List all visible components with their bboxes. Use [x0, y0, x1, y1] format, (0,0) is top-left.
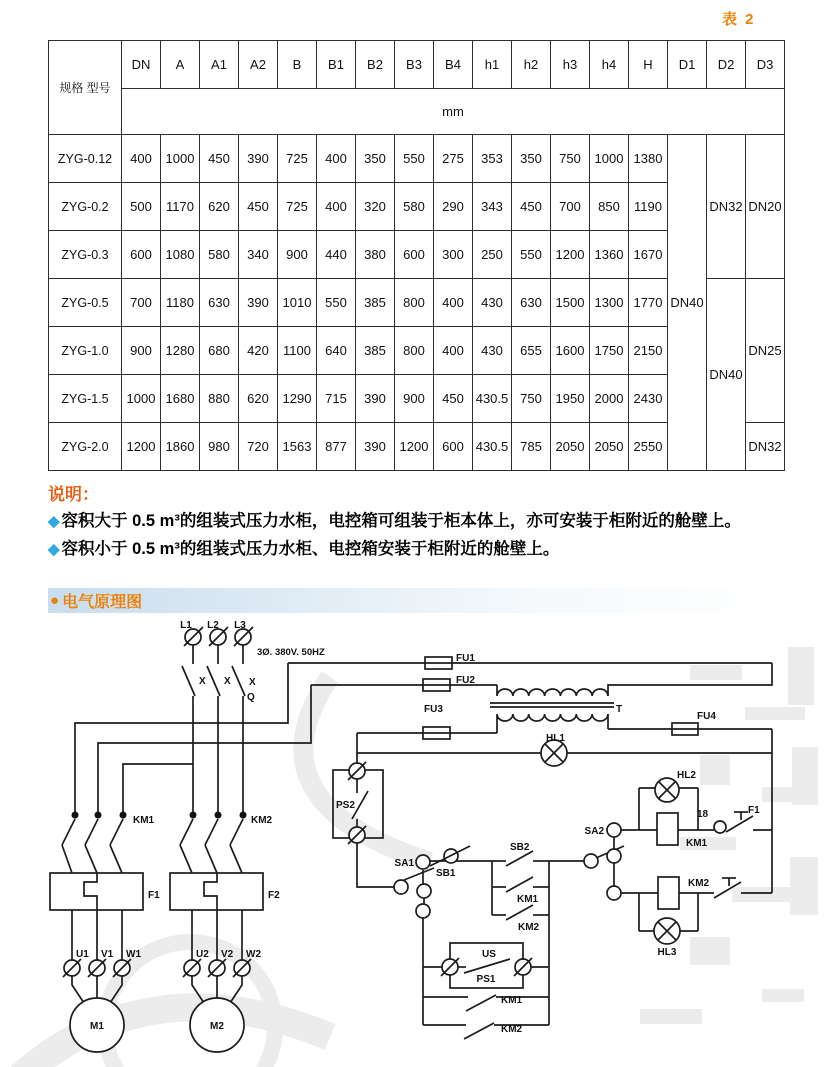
- label-sb2: SB2: [510, 842, 530, 853]
- table-cell: 700: [551, 183, 590, 231]
- table-unit-row: [49, 89, 785, 135]
- km1-coil: [657, 813, 678, 845]
- table-cell: 390: [239, 279, 278, 327]
- label-u1: U1: [76, 949, 89, 960]
- table-cell: 580: [200, 231, 239, 279]
- table-cell: 877: [317, 423, 356, 471]
- column-header-A: A: [161, 41, 200, 89]
- table-cell: 600: [434, 423, 473, 471]
- fuse-icon: [423, 657, 698, 739]
- table-cell: 300: [434, 231, 473, 279]
- label-hl1: HL1: [546, 733, 565, 744]
- label-m2: M2: [210, 1021, 224, 1032]
- table-cell: 400: [317, 135, 356, 183]
- label-ps2: PS2: [336, 800, 355, 811]
- table-cell: 715: [317, 375, 356, 423]
- table-cell: 350: [356, 135, 395, 183]
- table-header-row: [49, 41, 785, 89]
- table-cell: 2550: [629, 423, 668, 471]
- table-cell: 980: [200, 423, 239, 471]
- section-title: 电气原理图: [62, 594, 143, 611]
- table-cell: 450: [512, 183, 551, 231]
- label-km2-aux: KM2: [518, 922, 540, 933]
- table-cell: 580: [395, 183, 434, 231]
- column-header-D2: D2: [707, 41, 746, 89]
- label-x3: X: [249, 677, 256, 688]
- orange-dot-icon: ●: [50, 592, 60, 609]
- label-f2: F2: [268, 890, 280, 901]
- table-cell: 800: [395, 327, 434, 375]
- table-cell: 290: [434, 183, 473, 231]
- table-cell: 1000: [590, 135, 629, 183]
- table-cell: 450: [434, 375, 473, 423]
- table-cell: 850: [590, 183, 629, 231]
- label-x1: X: [199, 676, 206, 687]
- column-header-H: H: [629, 41, 668, 89]
- label-fu4: FU4: [697, 711, 716, 722]
- row-model: ZYG-0.5: [49, 279, 122, 327]
- table-cell: 725: [278, 183, 317, 231]
- merged-cell-d1: DN40: [668, 135, 707, 471]
- column-header-DN: DN: [122, 41, 161, 89]
- diamond-bullet-icon: ◆: [48, 513, 60, 530]
- table-cell: 1300: [590, 279, 629, 327]
- table-cell: 400: [122, 135, 161, 183]
- table-cell: 725: [278, 135, 317, 183]
- table-cell: 1000: [122, 375, 161, 423]
- table-cell: 1500: [551, 279, 590, 327]
- label-q: Q: [247, 692, 255, 703]
- label-sa2: SA2: [584, 826, 604, 837]
- table-cell: 250: [473, 231, 512, 279]
- table-cell: 1360: [590, 231, 629, 279]
- label-w2: W2: [246, 949, 261, 960]
- table-cell: 620: [200, 183, 239, 231]
- transformer-primary: [497, 685, 608, 696]
- row-model: ZYG-0.2: [49, 183, 122, 231]
- label-sb1: SB1: [436, 868, 456, 879]
- table-cell: 2000: [590, 375, 629, 423]
- column-header-D1: D1: [668, 41, 707, 89]
- table-cell: 1200: [395, 423, 434, 471]
- table-cell: 750: [551, 135, 590, 183]
- table-cell: 430.5: [473, 423, 512, 471]
- row-model: ZYG-0.12: [49, 135, 122, 183]
- table-cell: 600: [395, 231, 434, 279]
- table-cell: 620: [239, 375, 278, 423]
- circuit-wires: [50, 627, 772, 1052]
- table-cell: 800: [395, 279, 434, 327]
- column-header-h2: h2: [512, 41, 551, 89]
- table-cell: 340: [239, 231, 278, 279]
- motor-terminal-icon: [63, 959, 251, 977]
- label-sa1: SA1: [394, 858, 414, 869]
- transformer-secondary: [497, 714, 608, 733]
- note-text: 容积大于 0.5 m³的组装式压力水柜，电控箱可组装于柜本体上，亦可安装于柜附近的舱壁上。: [61, 512, 741, 530]
- label-l2: L2: [207, 620, 219, 631]
- label-f1-nc: F1: [748, 805, 760, 816]
- label-fu3: FU3: [424, 704, 443, 715]
- column-header-D3: D3: [746, 41, 785, 89]
- junction-dots: [72, 812, 247, 819]
- label-t: T: [616, 704, 623, 715]
- table-cell: 2050: [551, 423, 590, 471]
- column-header-h4: h4: [590, 41, 629, 89]
- table-tag: 表 2: [722, 11, 756, 28]
- table-cell: 2150: [629, 327, 668, 375]
- merged-cell-d3: DN20: [746, 135, 785, 279]
- label-fu2: FU2: [456, 675, 475, 686]
- label-km2-int: KM2: [501, 1024, 523, 1035]
- table-cell: 1170: [161, 183, 200, 231]
- label-km1-int: KM1: [501, 995, 523, 1006]
- table-cell: 400: [317, 183, 356, 231]
- table-cell: 450: [239, 183, 278, 231]
- label-f1: F1: [148, 890, 160, 901]
- column-header-B4: B4: [434, 41, 473, 89]
- lamp-hl3-icon: [654, 918, 680, 944]
- dimension-table: [48, 40, 785, 471]
- note-item: [48, 537, 785, 562]
- label-wire18: 18: [697, 809, 709, 820]
- table-row: [49, 135, 785, 183]
- notes-section: [48, 480, 785, 565]
- label-km1-coil: KM1: [686, 838, 708, 849]
- label-m1: M1: [90, 1021, 104, 1032]
- table-cell: 390: [356, 423, 395, 471]
- table-cell: 1750: [590, 327, 629, 375]
- table-cell: 430: [473, 279, 512, 327]
- sa1-switch: [416, 846, 492, 869]
- table-cell: 1770: [629, 279, 668, 327]
- table-cell: 500: [122, 183, 161, 231]
- note-item: [48, 509, 785, 534]
- table-cell: 550: [317, 279, 356, 327]
- sb1-button: [394, 868, 434, 898]
- table-cell: 385: [356, 279, 395, 327]
- table-cell: 680: [200, 327, 239, 375]
- table-cell: 400: [434, 279, 473, 327]
- km2-coil: [658, 877, 679, 909]
- table-cell: 900: [395, 375, 434, 423]
- table-cell: 785: [512, 423, 551, 471]
- column-header-B2: B2: [356, 41, 395, 89]
- label-hl2: HL2: [677, 770, 696, 781]
- column-header-B1: B1: [317, 41, 356, 89]
- table-cell: 1080: [161, 231, 200, 279]
- table-cell: 600: [122, 231, 161, 279]
- table-cell: 1010: [278, 279, 317, 327]
- table-cell: 1670: [629, 231, 668, 279]
- table-cell: 630: [512, 279, 551, 327]
- table-cell: 1860: [161, 423, 200, 471]
- label-us: US: [482, 949, 496, 960]
- row-model: ZYG-2.0: [49, 423, 122, 471]
- table-cell: 320: [356, 183, 395, 231]
- table-cell: 1280: [161, 327, 200, 375]
- table-cell: 550: [395, 135, 434, 183]
- table-cell: 1190: [629, 183, 668, 231]
- table-cell: 353: [473, 135, 512, 183]
- merged-cell-d3: DN32: [746, 423, 785, 471]
- table-cell: 430.5: [473, 375, 512, 423]
- table-cell: 440: [317, 231, 356, 279]
- table-cell: 900: [278, 231, 317, 279]
- column-header-h3: h3: [551, 41, 590, 89]
- row-model: ZYG-1.0: [49, 327, 122, 375]
- diamond-bullet-icon: ◆: [48, 541, 60, 558]
- electrical-schematic: [0, 607, 830, 1067]
- table-cell: 2430: [629, 375, 668, 423]
- column-header-h1: h1: [473, 41, 512, 89]
- table-cell: 2050: [590, 423, 629, 471]
- column-header-B3: B3: [395, 41, 434, 89]
- table-cell: 1680: [161, 375, 200, 423]
- label-km1-main: KM1: [133, 815, 155, 826]
- table-cell: 430: [473, 327, 512, 375]
- column-header-A2: A2: [239, 41, 278, 89]
- label-supply: 3Ø. 380V. 50HZ: [257, 647, 325, 658]
- unit-cell: mm: [122, 89, 785, 135]
- label-km1-aux: KM1: [517, 894, 539, 905]
- table-cell: 750: [512, 375, 551, 423]
- table-cell: 1600: [551, 327, 590, 375]
- lamp-hl2-icon: [655, 778, 679, 802]
- row-model: ZYG-1.5: [49, 375, 122, 423]
- table-corner-label: 规格 型号: [49, 41, 122, 135]
- table-cell: 655: [512, 327, 551, 375]
- table-cell: 450: [200, 135, 239, 183]
- table-cell: 380: [356, 231, 395, 279]
- table-cell: 630: [200, 279, 239, 327]
- row-model: ZYG-0.3: [49, 231, 122, 279]
- label-w1: W1: [126, 949, 141, 960]
- table-cell: 1180: [161, 279, 200, 327]
- table-cell: 420: [239, 327, 278, 375]
- table-cell: 1100: [278, 327, 317, 375]
- label-l1: L1: [180, 620, 192, 631]
- table-cell: 1563: [278, 423, 317, 471]
- table-cell: 390: [239, 135, 278, 183]
- merged-cell-d2: DN32: [707, 135, 746, 279]
- table-cell: 900: [122, 327, 161, 375]
- merged-cell-d3: DN25: [746, 279, 785, 423]
- table-cell: 1200: [551, 231, 590, 279]
- label-fu1: FU1: [456, 653, 475, 664]
- table-cell: 390: [356, 375, 395, 423]
- table-cell: 385: [356, 327, 395, 375]
- label-x2: X: [224, 676, 231, 687]
- table-cell: 1290: [278, 375, 317, 423]
- column-header-A1: A1: [200, 41, 239, 89]
- table-cell: 720: [239, 423, 278, 471]
- table-cell: 1200: [122, 423, 161, 471]
- table-cell: 275: [434, 135, 473, 183]
- notes-title: 说明：: [48, 485, 99, 504]
- label-u2: U2: [196, 949, 209, 960]
- table-cell: 880: [200, 375, 239, 423]
- label-v2: V2: [221, 949, 234, 960]
- table-cell: 343: [473, 183, 512, 231]
- merged-cell-d2: DN40: [707, 279, 746, 471]
- table-cell: 400: [434, 327, 473, 375]
- label-v1: V1: [101, 949, 114, 960]
- label-l3: L3: [234, 620, 246, 631]
- note-text: 容积小于 0.5 m³的组装式压力水柜、电控箱安装于柜附近的舱壁上。: [61, 540, 560, 558]
- table-cell: 550: [512, 231, 551, 279]
- label-km2-coil: KM2: [688, 878, 710, 889]
- table-cell: 700: [122, 279, 161, 327]
- table-cell: 1000: [161, 135, 200, 183]
- table-cell: 640: [317, 327, 356, 375]
- label-km2-main: KM2: [251, 815, 273, 826]
- label-ps1: PS1: [476, 974, 496, 985]
- table-cell: 1950: [551, 375, 590, 423]
- label-hl3: HL3: [657, 947, 677, 958]
- column-header-B: B: [278, 41, 317, 89]
- table-cell: 350: [512, 135, 551, 183]
- table-cell: 1380: [629, 135, 668, 183]
